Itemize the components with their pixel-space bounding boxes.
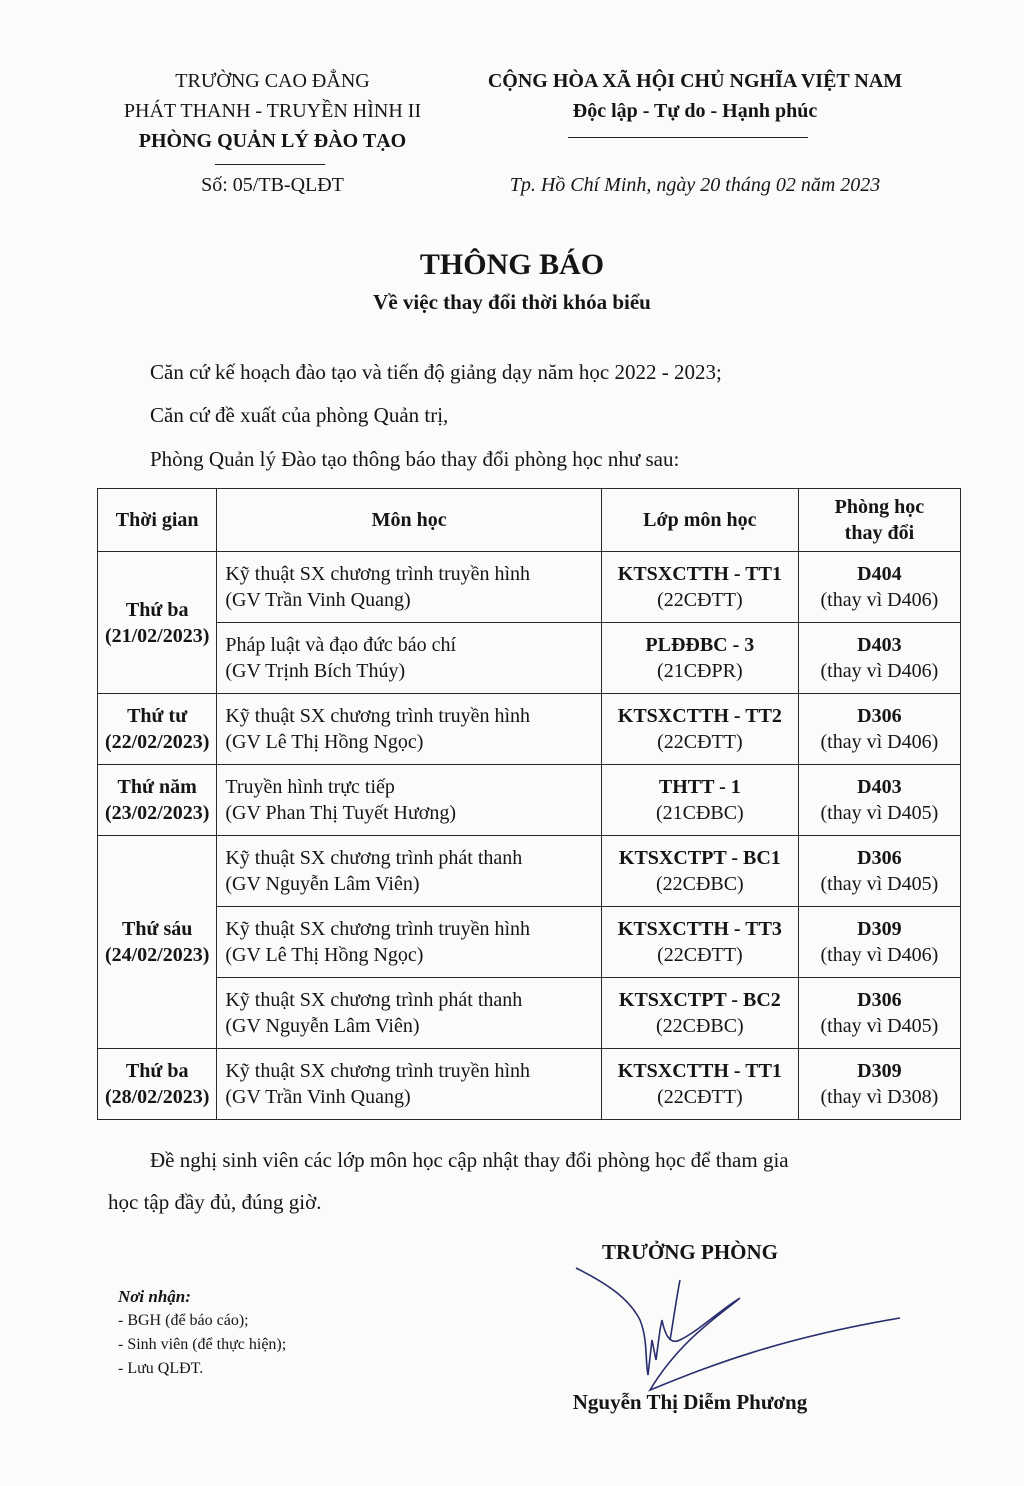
column-header-room-line2: thay đổi: [844, 522, 915, 544]
teacher-name: (GV Nguyễn Lâm Viên): [225, 873, 420, 895]
cell-class: [601, 694, 798, 765]
new-room: D404: [857, 563, 902, 585]
closing-paragraph: Đề nghị sinh viên các lớp môn học cập nhật thay đổi phòng học để tham gia: [150, 1148, 789, 1172]
column-header-class: Lớp môn học: [601, 489, 798, 552]
teacher-name: (GV Phan Thị Tuyết Hương): [225, 802, 457, 824]
divider: [568, 137, 808, 138]
cell-room: [798, 765, 960, 836]
old-room: (thay vì D405): [820, 1015, 939, 1037]
cell-subject: [217, 623, 602, 694]
new-room: D403: [857, 634, 902, 656]
recipient-item: - Lưu QLĐT.: [118, 1360, 204, 1377]
subject-name: Kỹ thuật SX chương trình truyền hình: [225, 1060, 531, 1082]
department-name: PHÒNG QUẢN LÝ ĐÀO TẠO: [138, 130, 407, 152]
intro-paragraph: Căn cứ đề xuất của phòng Quản trị,: [150, 403, 449, 427]
recipient-item: - Sinh viên (để thực hiện);: [118, 1336, 287, 1353]
old-room: (thay vì D308): [820, 1086, 939, 1108]
signer-name: Nguyễn Thị Diễm Phương: [572, 1390, 808, 1414]
cell-room: [798, 1049, 960, 1120]
intro-paragraph: Căn cứ kế hoạch đào tạo và tiến độ giảng dạy năm học 2022 - 2023;: [150, 360, 722, 384]
column-header-time: Thời gian: [98, 489, 217, 552]
cell-class: [601, 978, 798, 1049]
cell-room: [798, 978, 960, 1049]
new-room: D309: [857, 1060, 902, 1082]
teacher-name: (GV Lê Thị Hồng Ngọc): [225, 944, 424, 966]
class-code: KTSXCTTH - TT1: [617, 1060, 782, 1082]
cell-time: [98, 694, 217, 765]
subject-name: Kỹ thuật SX chương trình truyền hình: [225, 918, 531, 940]
teacher-name: (GV Lê Thị Hồng Ngọc): [225, 731, 424, 753]
day-of-week: Thứ tư: [127, 705, 188, 727]
recipients-block: [118, 1285, 286, 1381]
subject-name: Kỹ thuật SX chương trình truyền hình: [225, 563, 531, 585]
class-code: KTSXCTPT - BC1: [618, 847, 781, 869]
teacher-name: (GV Nguyễn Lâm Viên): [225, 1015, 420, 1037]
table-row: [98, 907, 961, 978]
old-room: (thay vì D406): [820, 660, 939, 682]
cell-class: [601, 552, 798, 623]
class-group: (21CĐPR): [657, 660, 743, 682]
cell-class: [601, 836, 798, 907]
cell-time: [98, 552, 217, 694]
teacher-name: (GV Trần Vinh Quang): [225, 589, 411, 611]
closing-paragraph-cont: học tập đầy đủ, đúng giờ.: [108, 1190, 322, 1214]
subject-name: Pháp luật và đạo đức báo chí: [225, 634, 457, 656]
new-room: D306: [857, 847, 902, 869]
issuing-organization: [85, 66, 460, 156]
table-row: [98, 552, 961, 623]
intro-paragraph: Phòng Quản lý Đào tạo thông báo thay đổi phòng học như sau:: [150, 447, 680, 471]
date: (23/02/2023): [104, 802, 210, 824]
country-name: CỘNG HÒA XÃ HỘI CHỦ NGHĨA VIỆT NAM: [487, 70, 903, 92]
signature-stroke: [670, 1280, 680, 1340]
old-room: (thay vì D405): [820, 873, 939, 895]
old-room: (thay vì D405): [820, 802, 939, 824]
class-code: KTSXCTTH - TT3: [617, 918, 782, 940]
document-number: Số: 05/TB-QLĐT: [201, 174, 344, 196]
column-header-room-line1: Phòng học: [834, 496, 925, 518]
handwritten-signature: [570, 1260, 930, 1400]
day-of-week: Thứ ba: [125, 598, 189, 621]
org-name-line2: PHÁT THANH - TRUYỀN HÌNH II: [123, 100, 422, 122]
date: (22/02/2023): [104, 731, 210, 753]
recipient-item: - BGH (để báo cáo);: [118, 1312, 249, 1329]
new-room: D403: [857, 776, 902, 798]
subject-name: Kỹ thuật SX chương trình phát thanh: [225, 847, 523, 869]
class-code: THTT - 1: [658, 776, 741, 798]
teacher-name: (GV Trịnh Bích Thúy): [225, 660, 406, 682]
recipients-heading: Nơi nhận:: [118, 1287, 191, 1306]
table-row: [98, 765, 961, 836]
teacher-name: (GV Trần Vinh Quang): [225, 1086, 411, 1108]
signature-stroke: [576, 1268, 900, 1390]
cell-subject: [217, 765, 602, 836]
class-group: (22CĐBC): [655, 873, 744, 895]
divider: [215, 164, 325, 165]
class-code: PLĐĐBC - 3: [645, 634, 755, 656]
old-room: (thay vì D406): [820, 944, 939, 966]
cell-time: [98, 836, 217, 1049]
date: (21/02/2023): [104, 624, 210, 647]
new-room: D306: [857, 705, 902, 727]
class-group: (22CĐTT): [657, 1086, 743, 1108]
class-group: (22CĐTT): [657, 589, 743, 611]
date: (24/02/2023): [104, 944, 210, 966]
cell-subject: [217, 978, 602, 1049]
national-motto: Độc lập - Tự do - Hạnh phúc: [572, 100, 818, 122]
cell-room: [798, 552, 960, 623]
table-row: [98, 836, 961, 907]
date: (28/02/2023): [104, 1086, 210, 1108]
table-header-row: [98, 489, 961, 552]
cell-room: [798, 836, 960, 907]
cell-class: [601, 623, 798, 694]
cell-class: [601, 765, 798, 836]
cell-class: [601, 1049, 798, 1120]
column-header-subject: Môn học: [217, 489, 602, 552]
cell-class: [601, 907, 798, 978]
subject-name: Kỹ thuật SX chương trình truyền hình: [225, 705, 531, 727]
new-room: D306: [857, 989, 902, 1011]
old-room: (thay vì D406): [820, 731, 939, 753]
document-subtitle: Về việc thay đổi thời khóa biểu: [373, 290, 651, 314]
new-room: D309: [857, 918, 902, 940]
table-row: [98, 978, 961, 1049]
class-code: KTSXCTPT - BC2: [618, 989, 781, 1011]
signer-title: TRƯỞNG PHÒNG: [602, 1240, 778, 1264]
subject-name: Kỹ thuật SX chương trình phát thanh: [225, 989, 523, 1011]
org-name-line1: TRƯỜNG CAO ĐẲNG: [175, 70, 370, 92]
table-row: [98, 694, 961, 765]
document-title: THÔNG BÁO: [419, 248, 605, 281]
class-group: (22CĐBC): [655, 1015, 744, 1037]
cell-room: [798, 907, 960, 978]
cell-time: [98, 765, 217, 836]
table-row: [98, 623, 961, 694]
class-group: (22CĐTT): [657, 731, 743, 753]
cell-room: [798, 694, 960, 765]
national-heading: [430, 66, 960, 126]
day-of-week: Thứ sáu: [121, 918, 193, 940]
cell-time: [98, 1049, 217, 1120]
class-group: (21CĐBC): [655, 802, 744, 824]
cell-subject: [217, 694, 602, 765]
place-and-date: Tp. Hồ Chí Minh, ngày 20 tháng 02 năm 2023: [509, 174, 881, 196]
schedule-table: [97, 488, 961, 1120]
subject-name: Truyền hình trực tiếp: [225, 776, 395, 798]
day-of-week: Thứ năm: [117, 776, 197, 798]
cell-subject: [217, 1049, 602, 1120]
cell-subject: [217, 552, 602, 623]
column-header-room: [798, 489, 960, 552]
class-code: KTSXCTTH - TT2: [617, 705, 782, 727]
class-code: KTSXCTTH - TT1: [617, 563, 782, 585]
table-row: [98, 1049, 961, 1120]
cell-subject: [217, 836, 602, 907]
day-of-week: Thứ ba: [125, 1060, 189, 1082]
class-group: (22CĐTT): [657, 944, 743, 966]
cell-room: [798, 623, 960, 694]
old-room: (thay vì D406): [820, 589, 939, 611]
cell-subject: [217, 907, 602, 978]
